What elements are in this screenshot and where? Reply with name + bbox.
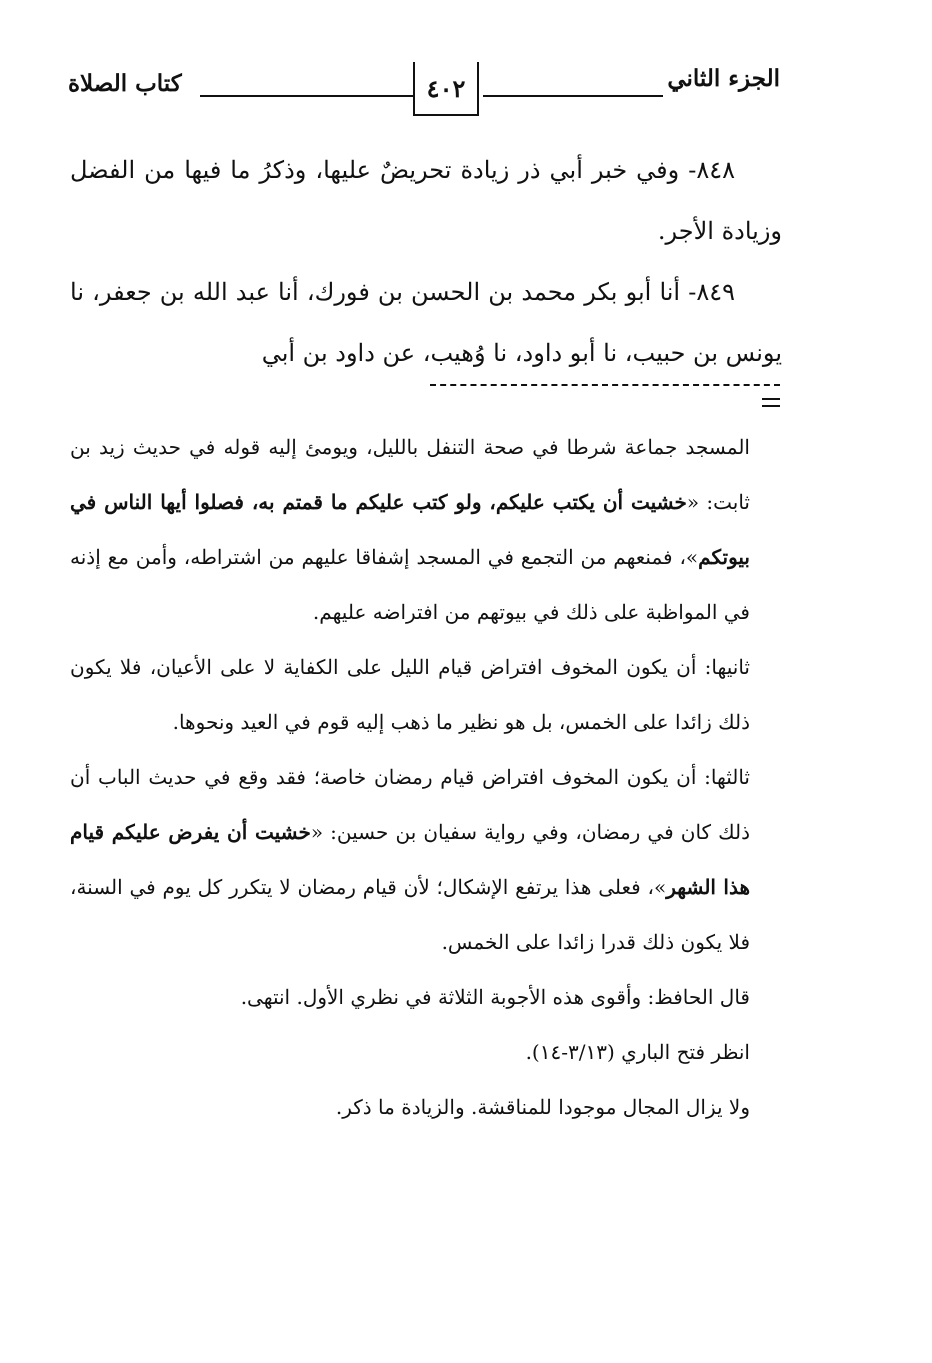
hadith-quote: خشيت أن يكتب عليكم، ولو كتب عليكم ما قمتم به، فصلوا أيها الناس في بيوتكم [70,490,750,569]
volume-label: الجزء الثاني [667,65,780,92]
hadith-quote: خشيت أن يفرض عليكم قيام هذا الشهر [70,820,750,899]
page-number-box [413,62,479,116]
header-rule-right [483,95,663,97]
footnote-closing: ولا يزال المجال موجودا للمناقشة. والزيادة ما ذكر. [335,1095,750,1119]
footnote [70,420,750,1135]
page-number: ٤٠٢ [426,73,466,103]
footnote-paragraph-3 [70,750,750,970]
book-title: كتاب الصلاة [68,70,182,97]
header-rule-left [200,95,413,97]
footnote-paragraph-2: ثانيها: أن يكون المخوف افتراض قيام الليل على الكفاية لا على الأعيان، فلا يكون ذلك زائدا على الخمس، بل هو نظير ما ذهب إليه قوم في العيد ونحوها. [70,655,750,734]
footnote-separator [430,384,780,386]
footnote-text: »، فعلى هذا يرتفع الإشكال؛ لأن قيام رمضان لا يتكرر كل يوم في السنة، فلا يكون ذلك قدرا زائدا على الخمس. [70,875,750,954]
footnote-text: المسجد جماعة شرطا في صحة التنفل بالليل، ويومئ إليه قوله في حديث زيد بن ثابت: « [70,435,750,514]
footnote-text: »، فمنعهم من التجمع في المسجد إشفاقا عليهم من اشتراطه، وأمن مع إذنه في المواظبة على ذلك في بيوتهم من افتراضه عليهم. [70,545,750,624]
footnote-paragraph-1 [70,420,750,640]
hadith-849: ٨٤٩- أنا أبو بكر محمد بن الحسن بن فورك، أنا عبد الله بن جعفر، نا يونس بن حبيب، نا أبو داود، نا وُهيب، عن داود بن أبي [70,278,782,367]
main-text [70,140,782,384]
continuation-mark-bottom [762,405,780,407]
hadith-848: ٨٤٨- وفي خبر أبي ذر زيادة تحريضٌ عليها، وذكرُ ما فيها من الفضل وزيادة الأجر. [70,156,782,245]
footnote-reference: انظر فتح الباري (٣/١٣-١٤). [525,1040,750,1064]
continuation-mark-top [762,398,780,400]
footnote-text: ثالثها: أن يكون المخوف افتراض قيام رمضان خاصة؛ فقد وقع في حديث الباب أن ذلك كان في رمضان، وفي رواية سفيان بن حسين: « [70,765,751,844]
footnote-paragraph-4: قال الحافظ: وأقوى هذه الأجوبة الثلاثة في نظري الأول. انتهى. [240,985,750,1009]
